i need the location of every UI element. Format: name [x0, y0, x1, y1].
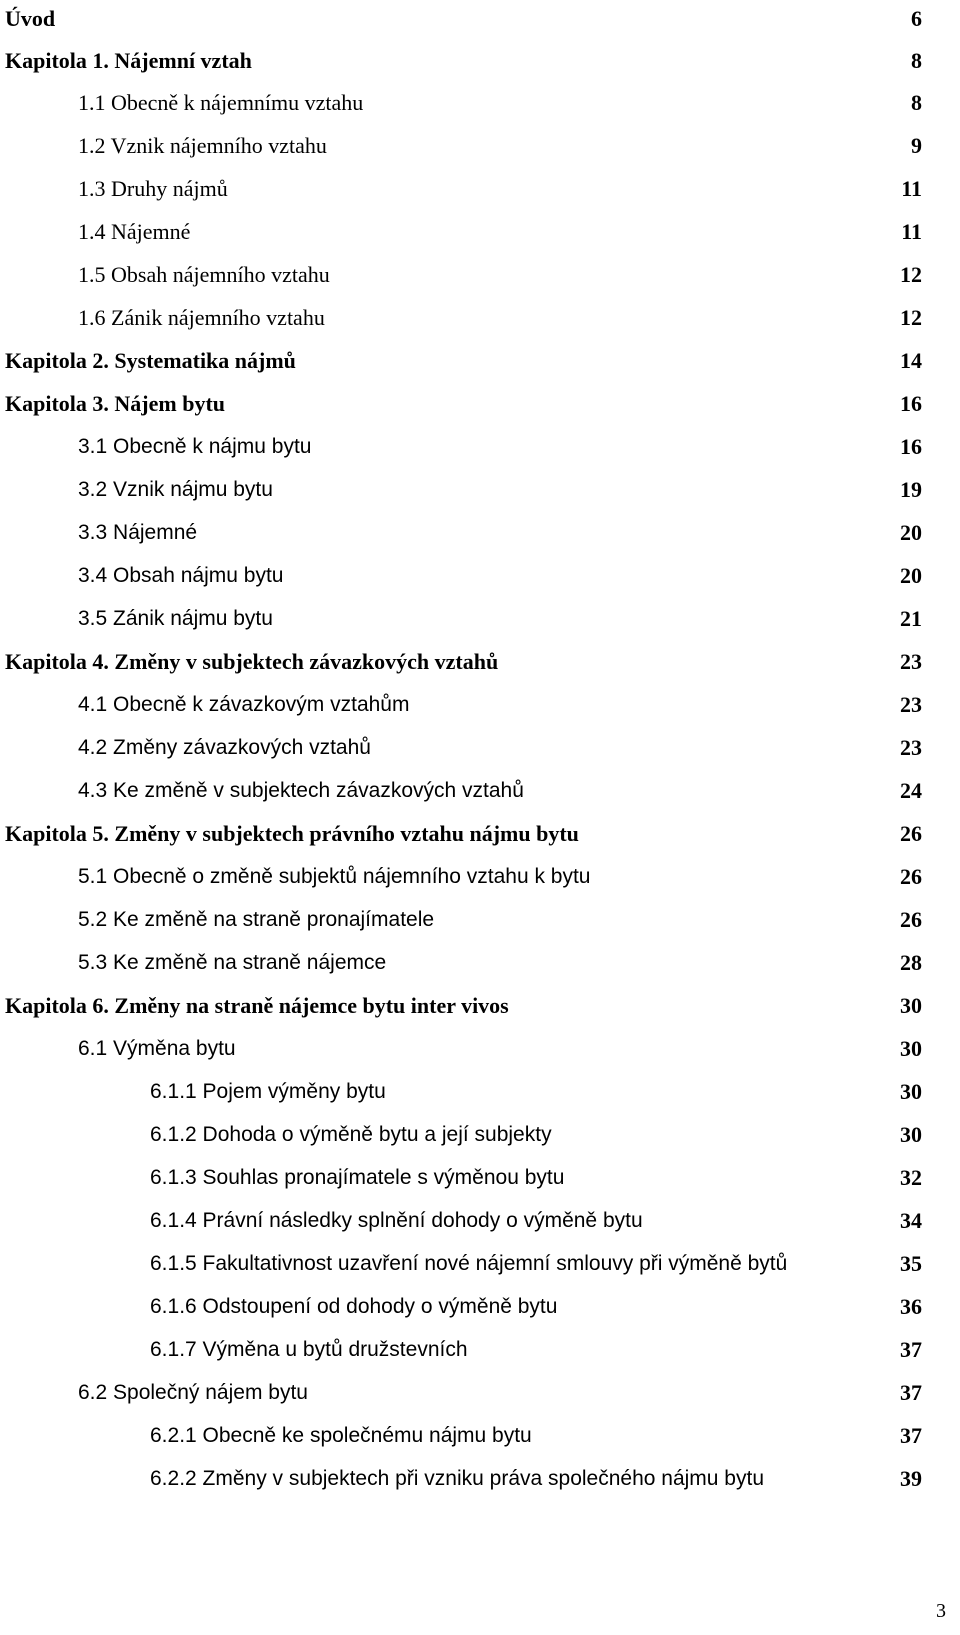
toc-entry[interactable] — [0, 46, 960, 90]
toc-entry-page: 26 — [900, 821, 922, 846]
toc-entry-title: 3.4 Obsah nájmu bytu — [78, 564, 284, 587]
toc-entry-page: 36 — [900, 1294, 922, 1319]
page-number: 3 — [936, 1600, 946, 1622]
toc-entry-title: 1.1 Obecně k nájemnímu vztahu — [78, 90, 364, 115]
toc-entry-title: Úvod — [5, 6, 56, 31]
toc-entry-title: 3.5 Zánik nájmu bytu — [78, 607, 273, 630]
toc-entry-page: 28 — [900, 950, 922, 975]
toc-entry-page: 8 — [911, 90, 922, 115]
toc-entry-page: 11 — [901, 176, 922, 201]
toc-entry[interactable] — [0, 475, 960, 519]
toc-entry[interactable] — [0, 819, 960, 863]
toc-entry-title: 6.1.1 Pojem výměny bytu — [150, 1080, 386, 1103]
toc-entry-page: 30 — [900, 993, 922, 1018]
toc-entry-title: 6.1.3 Souhlas pronajímatele s výměnou bytu — [150, 1166, 565, 1189]
toc-entry-title: 4.1 Obecně k závazkovým vztahům — [78, 693, 410, 716]
toc-entry-page: 12 — [900, 262, 922, 287]
toc-entry-title: 1.2 Vznik nájemního vztahu — [78, 133, 327, 158]
toc-entry-title: 6.2 Společný nájem bytu — [78, 1381, 308, 1404]
toc-entry-page: 32 — [900, 1165, 922, 1190]
toc-entry-title: 6.1.4 Právní následky splnění dohody o výměně bytu — [150, 1209, 643, 1232]
toc-entry[interactable] — [0, 1464, 960, 1508]
toc-entry[interactable] — [0, 518, 960, 562]
toc-entry[interactable] — [0, 604, 960, 648]
toc-entry-title: Kapitola 1. Nájemní vztah — [5, 48, 252, 73]
toc-entry-title: 6.1.7 Výměna u bytů družstevních — [150, 1338, 468, 1361]
toc-entry[interactable] — [0, 88, 960, 132]
toc-entry[interactable] — [0, 1249, 960, 1293]
toc-entry[interactable] — [0, 1206, 960, 1250]
toc-entry-page: 14 — [900, 348, 922, 373]
toc-entry-page: 11 — [901, 219, 922, 244]
toc-entry[interactable] — [0, 561, 960, 605]
toc-entry-title: 4.2 Změny závazkových vztahů — [78, 736, 371, 759]
toc-entry[interactable] — [0, 1163, 960, 1207]
toc-entry[interactable] — [0, 174, 960, 218]
toc-entry[interactable] — [0, 432, 960, 476]
toc-entry-title: 1.4 Nájemné — [78, 219, 191, 244]
toc-entry[interactable] — [0, 776, 960, 820]
toc-entry-page: 12 — [900, 305, 922, 330]
toc-entry-page: 24 — [900, 778, 922, 803]
toc-entry-title: 3.1 Obecně k nájmu bytu — [78, 435, 312, 458]
toc-entry[interactable] — [0, 905, 960, 949]
toc-entry[interactable] — [0, 1421, 960, 1465]
toc-entry[interactable] — [0, 1120, 960, 1164]
toc-entry-title: 6.1.2 Dohoda o výměně bytu a její subjekty — [150, 1123, 552, 1146]
toc-entry[interactable] — [0, 948, 960, 992]
toc-entry-title: 6.1 Výměna bytu — [78, 1037, 236, 1060]
toc-entry-page: 20 — [900, 520, 922, 545]
toc-entry[interactable] — [0, 690, 960, 734]
toc-entry-title: Kapitola 3. Nájem bytu — [5, 391, 225, 416]
toc-entry-page: 23 — [900, 692, 922, 717]
toc-entry[interactable] — [0, 1292, 960, 1336]
toc-entry-page: 23 — [900, 649, 922, 674]
toc-entry-page: 37 — [900, 1423, 922, 1448]
toc-entry-title: Kapitola 4. Změny v subjektech závazkových vztahů — [5, 649, 499, 674]
toc-entry-page: 16 — [900, 391, 922, 416]
toc-entry-title: Kapitola 6. Změny na straně nájemce bytu inter vivos — [5, 993, 509, 1018]
toc-entry-page: 37 — [900, 1380, 922, 1405]
toc-entry[interactable] — [0, 991, 960, 1035]
toc-entry-title: 6.2.1 Obecně ke společnému nájmu bytu — [150, 1424, 532, 1447]
toc-entry[interactable] — [0, 217, 960, 261]
toc-entry[interactable] — [0, 1077, 960, 1121]
toc-entry-page: 30 — [900, 1122, 922, 1147]
toc-entry-page: 8 — [911, 48, 922, 73]
toc-entry-title: 1.3 Druhy nájmů — [78, 176, 228, 201]
toc-entry-title: 6.1.6 Odstoupení od dohody o výměně bytu — [150, 1295, 558, 1318]
toc-entry-page: 39 — [900, 1466, 922, 1491]
toc-entry-page: 26 — [900, 864, 922, 889]
toc-entry-page: 20 — [900, 563, 922, 588]
toc-entry-page: 6 — [911, 6, 922, 31]
toc-entry[interactable] — [0, 862, 960, 906]
toc-entry-title: Kapitola 5. Změny v subjektech právního vztahu nájmu bytu — [5, 821, 579, 846]
toc-entry-title: 1.6 Zánik nájemního vztahu — [78, 305, 325, 330]
toc-entry[interactable] — [0, 1378, 960, 1422]
toc-entry[interactable] — [0, 647, 960, 691]
toc-entry-title: 6.1.5 Fakultativnost uzavření nové nájemní smlouvy při výměně bytů — [150, 1252, 788, 1275]
toc-entry[interactable] — [0, 1034, 960, 1078]
toc-entry-page: 16 — [900, 434, 922, 459]
toc-entry-page: 30 — [900, 1079, 922, 1104]
toc-entry-page: 34 — [900, 1208, 922, 1233]
toc-entry[interactable] — [0, 131, 960, 175]
toc-entry-page: 30 — [900, 1036, 922, 1061]
toc-entry-title: 3.3 Nájemné — [78, 521, 198, 544]
toc-entry-title: 3.2 Vznik nájmu bytu — [78, 478, 273, 501]
toc-entry-title: Kapitola 2. Systematika nájmů — [5, 348, 296, 373]
toc-entry-page: 19 — [900, 477, 922, 502]
toc-entry-page: 37 — [900, 1337, 922, 1362]
toc-entry-page: 35 — [900, 1251, 922, 1276]
toc-entry-title: 5.1 Obecně o změně subjektů nájemního vztahu k bytu — [78, 865, 591, 888]
toc-entry-title: 5.2 Ke změně na straně pronajímatele — [78, 908, 435, 931]
toc-entry-page: 9 — [911, 133, 922, 158]
toc-entry[interactable] — [0, 303, 960, 347]
toc-entry-page: 26 — [900, 907, 922, 932]
toc-entry[interactable] — [0, 389, 960, 433]
toc-entry-page: 23 — [900, 735, 922, 760]
toc-entry-title: 6.2.2 Změny v subjektech při vzniku práva společného nájmu bytu — [150, 1467, 764, 1490]
toc-entry-title: 5.3 Ke změně na straně nájemce — [78, 951, 387, 974]
toc-entry[interactable] — [0, 1335, 960, 1379]
toc-entry-title: 4.3 Ke změně v subjektech závazkových vztahů — [78, 779, 524, 802]
toc-entry[interactable] — [0, 4, 960, 48]
toc-entry[interactable] — [0, 346, 960, 390]
toc-entry[interactable] — [0, 733, 960, 777]
toc-entry-page: 21 — [900, 606, 922, 631]
toc-entry-title: 1.5 Obsah nájemního vztahu — [78, 262, 330, 287]
toc-entry[interactable] — [0, 260, 960, 304]
